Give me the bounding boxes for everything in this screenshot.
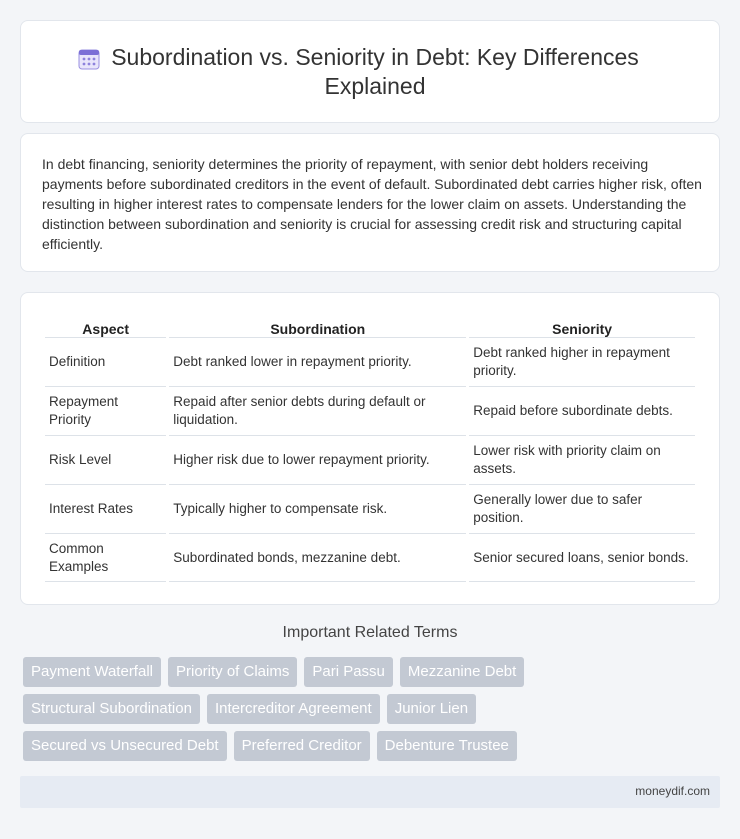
tag-mezzanine-debt[interactable]: Mezzanine Debt — [400, 657, 524, 687]
header-subordination: Subordination — [270, 321, 366, 337]
table-row — [45, 533, 695, 582]
table-cell-subordination: Typically higher to compensate risk. — [169, 484, 466, 533]
table-cell-subordination: Repaid after senior debts during default or liquidation. — [169, 386, 466, 435]
header-aspect: Aspect — [82, 321, 129, 337]
related-terms-heading: Important Related Terms — [282, 624, 458, 641]
table-cell-seniority: Generally lower due to safer position. — [469, 484, 695, 533]
related-terms-list — [23, 657, 723, 768]
table-row — [45, 337, 695, 386]
intro-paragraph: In debt financing, seniority determines the priority of repayment, with senior debt holders receiving payments before subordinated creditors in the event of default. Subordinated debt carries higher risk, often resulting in higher interest rates to compensate lenders for the lower claim on assets. Understanding the distinction between subordination and seniority is crucial for assessing credit risk and structuring capital efficiently. — [42, 156, 702, 252]
footer-bar — [20, 776, 720, 808]
tag-pari-passu[interactable]: Pari Passu — [304, 657, 393, 687]
table-cell-subordination: Debt ranked lower in repayment priority. — [169, 337, 466, 386]
table-cell-seniority: Debt ranked higher in repayment priority. — [469, 337, 695, 386]
table-cell-aspect: Common Examples — [45, 533, 166, 582]
comparison-table — [42, 315, 698, 582]
tag-debenture-trustee[interactable]: Debenture Trustee — [377, 731, 517, 761]
table-cell-seniority: Repaid before subordinate debts. — [469, 386, 695, 435]
table-cell-subordination: Subordinated bonds, mezzanine debt. — [169, 533, 466, 582]
footer-site-name[interactable]: moneydif.com — [635, 784, 710, 798]
comparison-table-card — [20, 292, 720, 605]
table-cell-seniority: Lower risk with priority claim on assets. — [469, 435, 695, 484]
table-header-row — [45, 315, 695, 337]
tag-structural-subordination[interactable]: Structural Subordination — [23, 694, 200, 724]
page-title: Subordination vs. Seniority in Debt: Key Differences Explained — [111, 43, 639, 99]
header-seniority: Seniority — [552, 321, 613, 337]
table-cell-aspect: Repayment Priority — [45, 386, 166, 435]
table-row — [45, 386, 695, 435]
table-cell-aspect: Risk Level — [45, 435, 166, 484]
tag-preferred-creditor[interactable]: Preferred Creditor — [234, 731, 370, 761]
header-card — [20, 20, 720, 123]
table-cell-aspect: Definition — [45, 337, 166, 386]
table-cell-seniority: Senior secured loans, senior bonds. — [469, 533, 695, 582]
table-row — [45, 484, 695, 533]
table-cell-subordination: Higher risk due to lower repayment priority. — [169, 435, 466, 484]
table-cell-aspect: Interest Rates — [45, 484, 166, 533]
tag-payment-waterfall[interactable]: Payment Waterfall — [23, 657, 161, 687]
intro-card — [20, 133, 720, 272]
tag-junior-lien[interactable]: Junior Lien — [387, 694, 476, 724]
table-row — [45, 435, 695, 484]
tag-intercreditor-agreement[interactable]: Intercreditor Agreement — [207, 694, 380, 724]
tag-secured-vs-unsecured-debt[interactable]: Secured vs Unsecured Debt — [23, 731, 227, 761]
tag-priority-of-claims[interactable]: Priority of Claims — [168, 657, 297, 687]
